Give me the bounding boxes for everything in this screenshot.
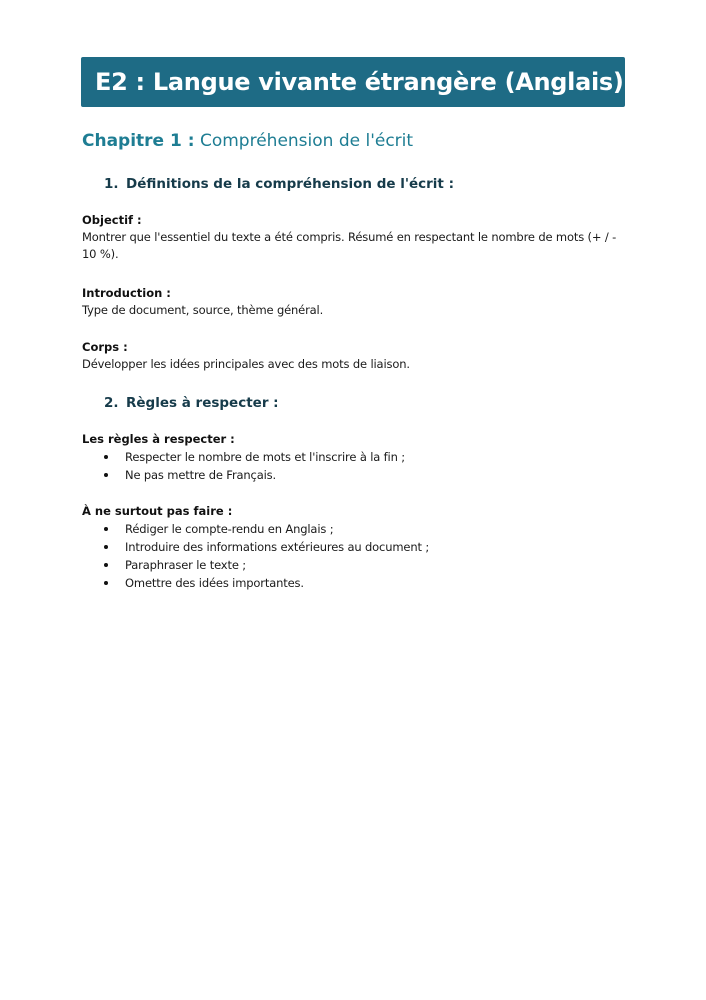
- objectif-label: Objectif :: [82, 213, 142, 227]
- regles-block: [82, 431, 622, 484]
- a-ne-pas-faire-block: [82, 503, 622, 592]
- introduction-label: Introduction :: [82, 286, 171, 300]
- corps-label: Corps :: [82, 340, 128, 354]
- list-item: Omettre des idées importantes.: [82, 574, 622, 592]
- introduction-block: [82, 285, 622, 319]
- a-ne-pas-faire-list: [82, 520, 622, 592]
- bullet-icon: [104, 527, 108, 531]
- document-title: E2 : Langue vivante étrangère (Anglais): [95, 68, 624, 96]
- section-number: 1.: [104, 176, 119, 192]
- list-item: Respecter le nombre de mots et l'inscrire à la fin ;: [82, 448, 622, 466]
- regles-label: Les règles à respecter :: [82, 432, 235, 446]
- chapter-name: Compréhension de l'écrit: [194, 131, 414, 151]
- chapter-heading: [82, 131, 413, 151]
- list-item: Rédiger le compte-rendu en Anglais ;: [82, 520, 622, 538]
- list-item: Introduire des informations extérieures au document ;: [82, 538, 622, 556]
- objectif-text: Montrer que l'essentiel du texte a été compris. Résumé en respectant le nombre de mots (+ / - 10 %).: [82, 230, 617, 261]
- bullet-icon: [104, 455, 108, 459]
- chapter-label: Chapitre 1 :: [82, 131, 195, 151]
- list-item: Ne pas mettre de Français.: [82, 466, 622, 484]
- corps-block: [82, 339, 622, 373]
- bullet-icon: [104, 563, 108, 567]
- bullet-icon: [104, 473, 108, 477]
- section-heading-2: [104, 395, 279, 411]
- bullet-icon: [104, 581, 108, 585]
- bullet-icon: [104, 545, 108, 549]
- section-title: Définitions de la compréhension de l'écrit :: [126, 176, 454, 192]
- corps-text: Développer les idées principales avec des mots de liaison.: [82, 357, 410, 371]
- section-title: Règles à respecter :: [126, 395, 279, 411]
- list-item: Paraphraser le texte ;: [82, 556, 622, 574]
- section-number: 2.: [104, 395, 119, 411]
- section-heading-1: [104, 176, 454, 192]
- a-ne-pas-faire-label: À ne surtout pas faire :: [82, 504, 233, 518]
- regles-list: [82, 448, 622, 484]
- objectif-block: [82, 212, 622, 263]
- introduction-text: Type de document, source, thème général.: [82, 303, 324, 317]
- title-banner: [81, 57, 625, 107]
